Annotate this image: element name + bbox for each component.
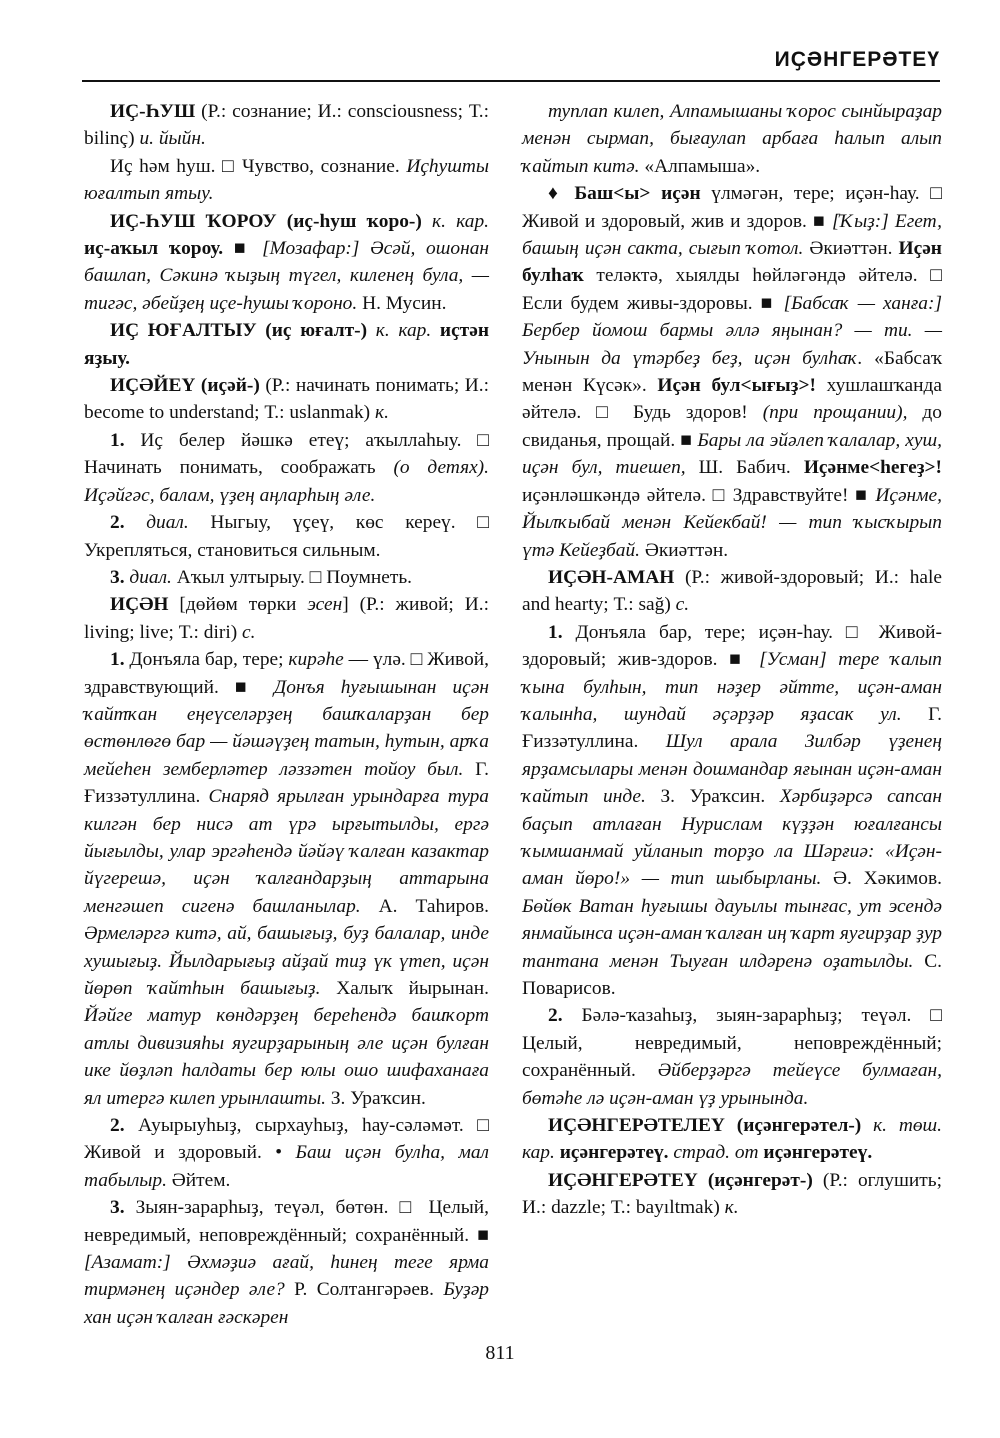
italic-text: Иҫһушты юғалтып ятыу. [84,155,489,205]
entry-paragraph [84,427,489,509]
italic-text: (при прощании), [762,402,908,424]
italic-text: [Азамат:] Әхмәҙиә ағай, һинең теге ярма тирмәнең иҫәндер әле? [84,1252,489,1301]
body-text: Ныгыу, үҫеү, көс кереү. □ Укрепляться, становиться сильным. [84,512,489,561]
italic-text: с. [242,621,256,643]
headword-text: ИҪӘН [110,594,169,616]
body-text: [дөйөм төрки [168,594,308,616]
headword-text: ИҪӘЙЕҮ (иҫәй-) [110,375,260,397]
headword-text: 1. [548,621,563,643]
italic-text: Баш иҫән булһа, мал табылыр. [84,1142,489,1191]
body-text: Иҫ һәм һуш. □ Чувство, сознание. [110,155,407,177]
entry-paragraph [84,509,489,564]
body-text: Әкиәттән. [640,539,729,561]
italic-text: к. төш. кар. [522,1115,943,1164]
italic-text: Иҫәнме, Йылҡыбай менән Кейекбай! — тип ҡысҡырып үтә Кейеҙбай. [522,484,942,561]
body-text: Р. Солтангәрәев. [284,1279,444,1301]
headword-text: Баш<ы> иҫән [574,183,701,205]
body-text [125,512,147,533]
entry-paragraph [84,1194,489,1331]
italic-text: Бөйөк Ватан һуғышы дауылы тынғас, ут эсендә янмайынса иҫән-аман ҡалған иң ҡарт яугирҙар ҙур тантана менән Тыуған илдәренә оҙатылды. [522,895,942,972]
italic-text: Снаряд ярылған урындарға тура килгән бер нисә ат үрә ырғытылды, ергә йығылды, улар эргәһендә йәйәү ҡалған казактар йүгерешә, иҫән ҡалғандарҙың аттарына менгәшеп сигенә башланылар. [84,786,489,917]
body-text: Г. Ғиззәтуллина. [84,758,489,808]
headword-text: ИҪ-ҺУШ [110,101,196,122]
body-text: ] (Р.: живой; И.: living; live; Т.: diri) [84,594,489,643]
headword-text: 1. [110,429,125,451]
headword-text: 2. [548,1005,563,1027]
italic-text: [Ҡыҙ:] Егет, башың иҫән сакта, сығып ҡотол. [522,210,942,260]
page-number: 811 [485,1342,515,1364]
body-text: Бәлә-ҡазаһыҙ, зыян-зарарһыҙ; теүәл. □ Целый, невредимый, неповреждённый; сохранённый. [522,1005,942,1082]
headword-text: 3. [110,566,125,588]
body-text: Зыян-зарарһыҙ, теүәл, бөтөн. □ Целый, невредимый, неповреждённый; сохранённый. ■ [84,1197,489,1246]
italic-text: эсен [307,594,343,616]
body-text: Ауырыуһыҙ, сырхауһыҙ, һау-сәләмәт. □ Живой и здоровый. • [84,1115,489,1164]
body-text [367,320,376,341]
body-text: (Р.: начинать понимать; И.: become to understand; Т.: uslanmak) [84,375,489,424]
headword-text: 2. [110,512,125,534]
body-text: (Р.: сознание; И.: consciousness; Т.: bilinç) [84,101,489,150]
body-text: Г. Ғиззәтуллина. [522,703,943,753]
body-text: теләктә, хыялды һөйләгәндә әйтелә. □ Если будем живы-здоровы. ■ [522,265,942,314]
italic-text: Әрмеләргә китә, ай, башығыҙ, буҙ балалар, инде хушығыҙ. Йылдарығыҙ айҙай тиҙ үк үтеп, иҫән йөрөп ҡайтһын башығыҙ. [84,923,489,999]
headword-text: иҫәнгерәтеү. [763,1142,873,1164]
headword-text: ИҪӘНГЕРӘТЕҮ (иҫәнгерәт-) [548,1169,813,1191]
entry-paragraph [522,1002,942,1112]
italic-text: диал. [146,512,189,534]
entry-paragraph [84,646,489,1112]
italic-text: [Мозафар:] Әсәй, ошонан башлап, Сәкинә ҡыҙың түгел, киленең була, — тигәс, әбейҙең иҫе-һушы ҡороно. [84,238,490,314]
italic-text: и. йыйн. [139,128,206,150]
right-column [522,98,942,1222]
headword-text: Иҫән булһаҡ [522,238,942,287]
italic-text: [Усман] тере ҡалып ҡына булһын, тип нәҙер әйтте, иҫән-аман ҡалынһа, шундай әҫәрҙәр яҙасак ул. [522,649,942,725]
entry-paragraph [84,564,489,591]
headword-text: иҫәнгерәтеү. [559,1142,669,1164]
entry-paragraph [84,591,489,646]
body-text: үлмәгән, тере; иҫән-һау. □ Живой и здоровый, жив и здоров. ■ [522,183,942,232]
italic-text: кирәһе [288,649,344,671]
italic-text: к. кар. [432,210,489,232]
headword-text: иҫтән яҙыу. [84,320,489,369]
headword-text: 3. [110,1197,125,1219]
body-text: Әкиәттән. [803,238,899,260]
headword-text: Иҫән бул<ығыҙ>! [657,375,816,397]
headword-text: Иҫәнме<һегеҙ>! [803,457,942,479]
body-text: А. Таһиров. [360,895,489,917]
italic-text: Йәйге матур көндәрҙең береһендә башҡорт атлы дивизияһы яугирҙарының әле иҫән булған ике йөҙләп һалдаты бер юлы ошо шифаханаға ял итергә килеп урынлашты. [84,1005,489,1109]
entry-paragraph [84,1112,489,1194]
entry-paragraph [522,564,942,619]
italic-text: (о детях). Иҫәйгәс, балам, үҙең аңларһың әле. [84,457,489,506]
body-text: Ә. Хәкимов. [821,868,942,890]
body-text: (Р.: живой-здоровый; И.: hale and hearty; Т.: sağ) [522,566,942,616]
italic-text: Шул арала Зилбәр үҙенең ярҙамсылары менән дошмандар яғынан иҫән-аман ҡайтып инде. [522,731,942,808]
body-text: Халыҡ йырынан. [320,978,489,999]
body-text: хушлашҡанда әйтелә. □ Будь здоров! [522,375,942,424]
headword-text: иҫ-аҡыл ҡороу. [84,238,224,260]
body-text: Н. Мусин. [357,292,447,314]
headword-text: ИҪ ЮҒАЛТЫУ (иҫ юғалт-) [110,320,368,342]
running-header [82,44,940,82]
body-text: Донъяла бар, тере; иҫән-һау. □ Живой-здоровый; жив-здоров. ■ [522,621,942,671]
entry-paragraph [522,619,942,1003]
italic-text: туплап килеп, Алпамышаны ҡорос сынйыраҙар менән сырмап, бығаулап арбаға һалып алып ҡайтып китә. [522,101,942,177]
body-text [861,1115,873,1136]
italic-text: к. [724,1197,739,1219]
entry-paragraph [84,208,489,318]
body-text: З. Ураҡсин. [645,786,780,808]
headword-text: ИҪ-ҺУШ ҠОРОУ (иҫ-һуш ҡоро-) [110,210,422,232]
entry-paragraph [84,153,489,208]
entry-paragraph [522,1112,942,1167]
body-text: С. Поварисов. [522,950,942,999]
body-text: «Алпамыша». [639,155,761,177]
italic-text: Әйберҙәргә тейеүсе булмаған, бөтәһе лә иҫән-аман үҙ урынында. [522,1060,943,1109]
body-text: Аҡыл ултырыу. □ Поумнеть. [171,566,413,588]
italic-text: к. [375,402,389,424]
headword-text: ИҪӘН-АМАН [548,566,675,588]
body-text: (Р.: оглушить; И.: dazzle; Т.: bayıltmak) [522,1169,943,1219]
body-text: Әйтем. [166,1169,231,1191]
italic-text: Бары ла эйәлеп ҡалалар, хуш, иҫән бул, тиешеп, [522,429,942,479]
entry-paragraph [522,180,942,564]
italic-text: Донъя һуғышынан иҫән ҡайтҡан еңеүселәрҙең башҡаларҙан бер өстөнлөгө бар — йәшәүҙең татын, һутын, арҡа мейеһен земберләтер ләззәтен тойоу был. [84,676,489,780]
running-header-title: ИҪӘНГЕРӘТЕҮ [774,48,940,71]
body-text: до свиданья, прощай. ■ [522,402,942,451]
left-column [84,98,489,1331]
italic-text: Буҙәр хан иҫән ҡалған ғәскәрен [84,1279,490,1328]
body-text [422,211,432,232]
body-text: «Бабсаҡ менән Күсәк». [522,347,942,397]
body-text: Ш. Бабич. [685,457,804,479]
body-text: ♦ [548,183,575,205]
italic-text: к. кар. [375,320,432,342]
headword-text: 1. [110,649,125,671]
italic-text: диал. [129,566,172,588]
body-text: З. Ураҡсин. [326,1087,426,1109]
headword-text: 2. [110,1115,125,1137]
entry-paragraph [84,317,489,372]
body-text: иҫәнләшкәндә әйтелә. □ Здравствуйте! ■ [522,484,876,506]
body-text: — үлә. □ Живой, здравствующий. ■ [84,649,489,698]
body-text [431,320,440,341]
italic-text: с. [675,594,690,616]
headword-text: ИҪӘНГЕРӘТЕЛЕҮ (иҫәнгерәтел-) [548,1115,862,1137]
italic-text: страд. от [673,1142,759,1164]
entry-paragraph [84,98,489,153]
entry-paragraph [84,372,489,427]
italic-text: Хәрбиҙәрсә сапсан баҫып атлаған Нурислам күҙҙән юғалғансы ҡымшанмай уйланып торҙо ла Шәрғиә: «Иҫән-аман йөро!» — тип шыбырланы. [522,786,942,890]
entry-paragraph [522,1167,942,1222]
body-text: ■ [223,238,263,260]
body-text: Донъяла бар, тере; [124,649,289,671]
body-text: Иҫ белер йәшкә етеү; аҡыллаһыу. □ Начинать понимать, соображать [84,429,489,479]
italic-text: [Бабсаҡ — ханға:] Бербер йомош бармы әллә яңынан? — ти. — Унынын да үтәрбеҙ беҙ, иҫән булһаҡ. [522,292,942,369]
entry-paragraph [522,98,942,180]
